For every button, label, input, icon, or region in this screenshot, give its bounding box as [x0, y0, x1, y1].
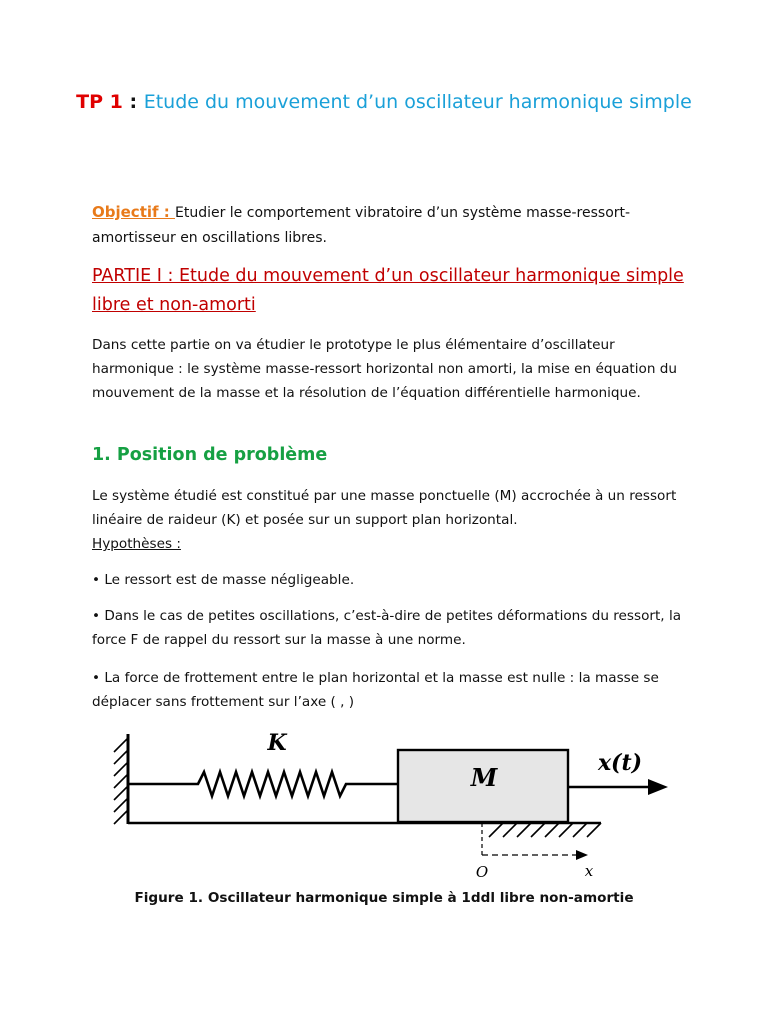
displacement-label: x(t) — [597, 750, 643, 776]
displacement-arrow — [568, 779, 668, 795]
hypothesis-bullet-2: • Dans le cas de petites oscillations, c’est-à-dire de petites déformations du ressort, la force F de rappel du ressort sur la masse à une norme. — [92, 608, 682, 648]
spring — [128, 772, 398, 796]
system-paragraph: Le système étudié est constitué par une masse ponctuelle (M) accrochée à un ressort linéaire de raideur (K) et posée sur un support plan horizontal. — [92, 488, 677, 528]
objective-label: Objectif : — [92, 203, 175, 221]
title-main-text: Etude du mouvement d’un oscillateur harmonique simple — [143, 91, 692, 113]
hypotheses-label: Hypothèses : — [92, 536, 181, 552]
objective-paragraph — [92, 200, 692, 251]
horizontal-support — [128, 823, 601, 837]
hypothesis-bullet-1: • Le ressort est de masse négligeable. — [92, 572, 355, 588]
origin-label: O — [475, 863, 489, 881]
section-heading: 1. Position de problème — [92, 445, 328, 465]
figure-caption: Figure 1. Oscillateur harmonique simple à 1ddl libre non-amortie — [134, 890, 634, 906]
mass-label: M — [470, 763, 498, 792]
hypothesis-bullet-3: • La force de frottement entre le plan horizontal et la masse est nulle : la masse se déplacer sans frottement sur l’axe ( , ) — [92, 670, 659, 710]
intro-paragraph: Dans cette partie on va étudier le prototype le plus élémentaire d’oscillateur harmonique : le système masse-ressort horizontal non amorti, la mise en équation du mouvement de la masse et la résolution de l’équation différentielle harmonique. — [92, 337, 678, 401]
part-heading: PARTIE I : Etude du mouvement d’un oscillateur harmonique simple libre et non-amorti — [92, 266, 684, 315]
title-separator: : — [122, 91, 144, 113]
fixed-wall — [114, 734, 128, 824]
spring-label: K — [267, 730, 287, 756]
title-tp-label: TP 1 — [76, 91, 123, 113]
mass-spring-figure — [96, 722, 676, 882]
page-title — [60, 86, 708, 118]
axis-label: x — [584, 862, 594, 880]
objective-text: Etudier le comportement vibratoire d’un système masse-ressort-amortisseur en oscillations libres. — [92, 205, 631, 246]
